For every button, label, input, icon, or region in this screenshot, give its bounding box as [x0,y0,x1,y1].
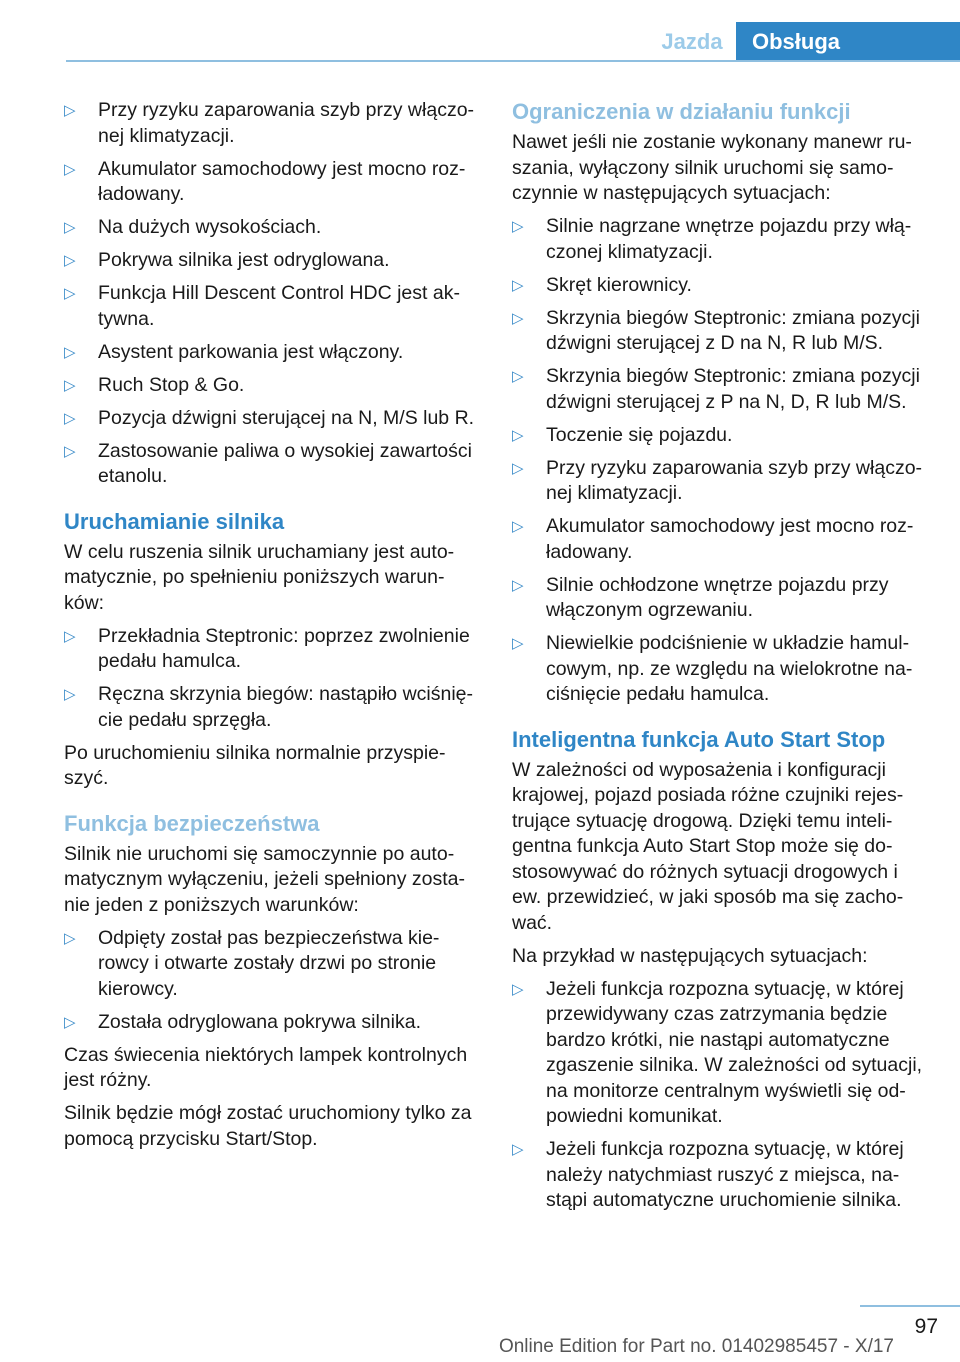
list-item: ▷ Akumulator samochodowy jest mocno roz-ładowany. [64,157,480,208]
list-item: ▷ Przy ryzyku zaparowania szyb przy włączo-nej klimatyzacji. [64,98,480,149]
bullet-arrow-icon [64,215,84,241]
bullet-arrow-icon [512,456,532,482]
list-item: ▷ Skrzynia biegów Steptronic: zmiana pozycji dźwigni sterującej z D na N, R lub M/S. [512,306,930,357]
bullet-arrow-icon [512,573,532,599]
paragraph: Silnik nie uruchomi się samoczynnie po auto-matycznym wyłączeniu, jeżeli spełniony zosta-nie jeden z poniższych warunków: [64,842,465,916]
bullet-arrow-icon [512,306,532,332]
header-rule [66,60,960,62]
bullet-arrow-icon [512,977,532,1003]
list-item: ▷ Została odryglowana pokrywa silnika. [64,1010,480,1036]
bullet-arrow-icon [64,406,84,432]
section-heading-smart-auto-start-stop: Inteligentna funkcja Auto Start Stop [512,726,886,752]
section-heading-engine-start: Uruchamianie silnika [64,508,285,534]
paragraph: Czas świecenia niektórych lampek kontrolnych jest różny. [64,1043,468,1091]
list-item: ▷ Przekładnia Steptronic: poprzez zwolnienie pedału hamulca. [64,624,480,675]
paragraph: Na przykład w następujących sytuacjach: [512,944,868,967]
list-item: ▷ Pokrywa silnika jest odryglowana. [64,248,480,274]
list-item: ▷ Na dużych wysokościach. [64,215,480,241]
bullet-arrow-icon [512,631,532,657]
list-item: ▷ Skręt kierownicy. [512,273,930,299]
list-item: ▷ Toczenie się pojazdu. [512,423,930,449]
bullet-arrow-icon [64,439,84,465]
list-item: ▷ Jeżeli funkcja rozpozna sytuację, w której przewidywany czas zatrzymania będzie bardzo krótki, nie nastąpi automatyczne zgaszenie silnika. W zależności od sytuacji, na monitorze centralnym wyświetli się od-powiedni komunikat. [512,977,930,1130]
bullet-arrow-icon [64,682,84,708]
footer-rule [860,1305,960,1307]
limits-list [512,214,930,708]
list-item: ▷ Funkcja Hill Descent Control HDC jest ak-tywna. [64,281,480,332]
page-header [0,0,960,62]
list-item: ▷ Ruch Stop & Go. [64,373,480,399]
bullet-arrow-icon [512,514,532,540]
list-item: ▷ Silnie nagrzane wnętrze pojazdu przy włą-czonej klimatyzacji. [512,214,930,265]
section-tab-obsluga[interactable]: Obsługa [736,22,960,62]
list-item: ▷ Zastosowanie paliwa o wysokiej zawartości etanolu. [64,439,480,490]
section-heading-safety: Funkcja bezpieczeństwa [64,810,320,836]
left-column [64,98,480,1160]
list-item: ▷ Pozycja dźwigni sterującej na N, M/S lub R. [64,406,480,432]
paragraph: W celu ruszenia silnik uruchamiany jest auto-matycznie, po spełnieniu poniższych warun-ków: [64,540,455,614]
bullet-arrow-icon [64,98,84,124]
bullet-arrow-icon [64,373,84,399]
list-item: ▷ Odpięty został pas bezpieczeństwa kie-rowcy i otwarte zostały drzwi po stronie kierowcy. [64,926,480,1003]
list-item: ▷ Jeżeli funkcja rozpozna sytuację, w której należy natychmiast ruszyć z miejsca, na-stąpi automatyczne uruchomienie silnika. [512,1137,930,1214]
bullet-arrow-icon [512,214,532,240]
bullet-arrow-icon [512,1137,532,1163]
edition-footer: Online Edition for Part no. 01402985457 - X/17 [498,1336,894,1357]
intro-conditions-list [64,98,480,490]
paragraph: Nawet jeśli nie zostanie wykonany manewr ru-szania, wyłączony silnik uruchomi się samo-czynnie w następujących sytuacjach: [512,131,912,204]
page-number: 97 [914,1315,938,1338]
bullet-arrow-icon [64,926,84,952]
list-item: ▷ Akumulator samochodowy jest mocno roz-ładowany. [512,514,930,565]
bullet-arrow-icon [64,1010,84,1036]
list-item: ▷ Asystent parkowania jest włączony. [64,340,480,366]
paragraph: W zależności od wyposażenia i konfiguracji krajowej, pojazd posiada różne czujniki rejes-trujące sytuację drogową. Dzięki temu inteli-gentna funkcja Auto Start Stop może się do-stosowywać do różnych sytuacji drogowych i ew. przewidzieć, w jaki sposób ma się zacho-wać. [512,758,904,934]
list-item: ▷ Silnie ochłodzone wnętrze pojazdu przy włączonym ogrzewaniu. [512,573,930,624]
engine-start-list [64,624,480,734]
bullet-arrow-icon [512,273,532,299]
bullet-arrow-icon [64,281,84,307]
bullet-arrow-icon [64,157,84,183]
paragraph: Silnik będzie mógł zostać uruchomiony tylko za pomocą przycisku Start/Stop. [64,1102,472,1150]
smart-examples-list [512,977,930,1214]
section-tab-jazda[interactable]: Jazda [661,29,723,54]
list-item: ▷ Skrzynia biegów Steptronic: zmiana pozycji dźwigni sterującej z P na N, D, R lub M/S. [512,364,930,415]
section-heading-limits: Ograniczenia w działaniu funkcji [512,99,851,124]
bullet-arrow-icon [64,340,84,366]
bullet-arrow-icon [64,248,84,274]
paragraph: Po uruchomieniu silnika normalnie przyspie-szyć. [64,741,446,789]
list-item: ▷ Niewielkie podciśnienie w układzie hamul-cowym, np. ze względu na wielokrotne na-ciśnięcie pedału hamulca. [512,631,930,708]
bullet-arrow-icon [512,364,532,390]
bullet-arrow-icon [64,624,84,650]
list-item: ▷ Ręczna skrzynia biegów: nastąpiło wciśnię-cie pedału sprzęgła. [64,682,480,733]
list-item: ▷ Przy ryzyku zaparowania szyb przy włączo-nej klimatyzacji. [512,456,930,507]
right-column [512,98,930,1221]
safety-list [64,926,480,1036]
bullet-arrow-icon [512,423,532,449]
